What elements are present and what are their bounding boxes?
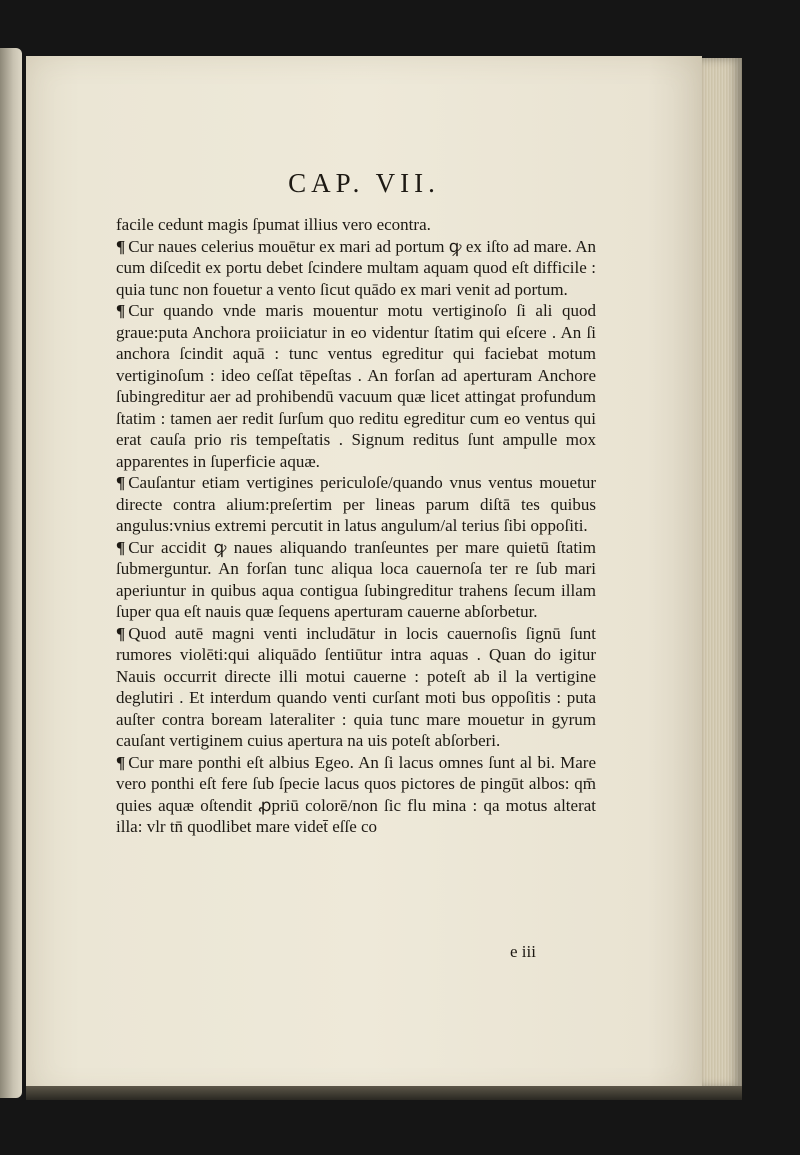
text-block xyxy=(116,214,596,838)
signature-mark: e iii xyxy=(510,942,536,961)
pilcrow-icon: ¶ xyxy=(116,473,126,492)
paragraph xyxy=(116,752,596,838)
page-block-edges xyxy=(702,58,742,1088)
paragraph-text: Cur mare ponthi eſt albius Egeo. An ſi lacus omnes ſunt al bi. Mare vero ponthi eſt fere ſub ſpecie lacus quos pictores de pingūt albos: qm̄ quies aquæ oſtendit ꝓpriū colorē/non ſic flu mina : qa motus alterat illa: vlr tn̄ quodlibet mare videt̄ eſſe co xyxy=(116,752,596,836)
paragraph-text: Quod autē magni venti includātur in locis cauernoſis ſignū ſunt rumores violēti:qui aliquādo ſentiūtur intra aquas . Quan do igitur Nauis occurrit directe illi motui cauerne : poteſt ab il la vertigine deglutiri . Et interdum quando venti curſant moti bus oppoſitis : puta auſter contra boream lateraliter : quia tunc mare mouetur in gyrum cauſant vertiginem cuius apertura na uis poteſt abſorberi. xyxy=(116,623,596,750)
pilcrow-icon: ¶ xyxy=(116,301,126,320)
paragraph-text: Cur accidit ꝙ naues aliquando tranſeuntes per mare quietū ſtatim ſubmerguntur. An forſan tunc aliqua loca cauernoſa ter re ſub mari aperiuntur in quibus aqua contigua ſubingreditur trahens ſecum illam ſuper qua eſt nauis quæ ſequens aperturam cauerne abſorbetur. xyxy=(116,537,596,621)
paragraph xyxy=(116,300,596,472)
paragraph-text: Cur naues celerius mouētur ex mari ad portum ꝙ ex iſto ad mare. An cum diſcedit ex portu debet ſcindere multam aquam quod eſt difficile : quia tunc non fouetur a vento ſicut quādo ex mari venit ad portum. xyxy=(116,236,596,299)
paragraph-text: facile cedunt magis ſpumat illius vero econtra. xyxy=(116,215,431,234)
paragraph xyxy=(116,623,596,752)
paragraph xyxy=(116,236,596,301)
paragraph xyxy=(116,214,596,236)
paragraph-text: Cur quando vnde maris mouentur motu vertiginoſo ſi ali quod graue:puta Anchora proiiciatur in eo videntur ſtatim qui eſcere . An ſi anchora ſcindit aquā : tunc ventus egreditur qui faciebat motum vertiginoſum : ideo ceſſat tēpeſtas . An forſan ad aperturam Anchore ſubingreditur aer ad prohibendū vacuum quæ licet attingat profundum ſtatim : tamen aer redit ſurſum quo reditu egreditur cum eo ventus qui erat cauſa prio ris tempeſtatis . Signum reditus ſunt ampulle mox apparentes in ſuperficie aquæ. xyxy=(116,301,596,471)
pilcrow-icon: ¶ xyxy=(116,236,126,256)
paragraph xyxy=(116,472,596,537)
paragraph xyxy=(116,537,596,623)
book-page xyxy=(26,56,702,1096)
pilcrow-icon: ¶ xyxy=(116,623,126,643)
running-head: CAP. VII. xyxy=(288,168,440,198)
binding-shadow xyxy=(26,1086,742,1100)
pilcrow-icon: ¶ xyxy=(116,537,126,557)
pilcrow-icon: ¶ xyxy=(116,752,126,772)
paragraph-text: Cauſantur etiam vertigines periculoſe/quando vnus ventus mouetur directe contra alium:preſertim per lineas parum diſtā tes quibus angulus:vnius extremi percutit in latus angulum/al terius ſibi oppoſiti. xyxy=(116,473,596,535)
facing-page-edge xyxy=(0,48,22,1098)
